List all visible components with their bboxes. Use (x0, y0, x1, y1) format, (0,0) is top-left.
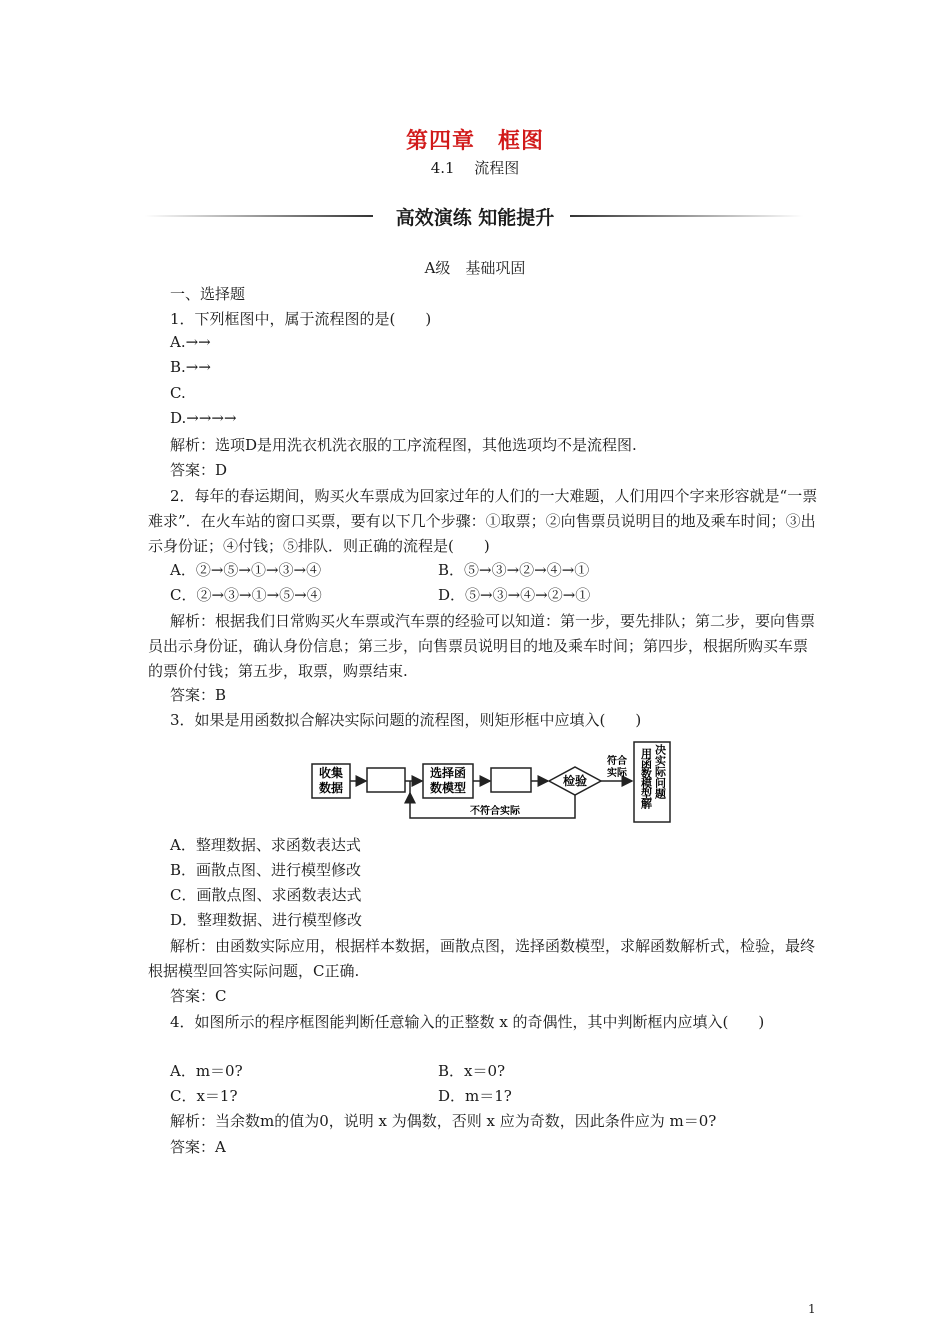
flow-box-result-col1: 用函数模型解 (639, 748, 653, 808)
q4-answer: 答案：A (170, 1138, 226, 1156)
q2-option-d: D．⑤→③→④→②→① (438, 586, 591, 604)
section-heading: 一、选择题 (170, 285, 246, 303)
q4-stem: 4．如图所示的程序框图能判断任意输入的正整数 x 的奇偶性，其中判断框内应填入( ) (170, 1013, 765, 1031)
q1-stem: 1．下列框图中，属于流程图的是( ) (170, 310, 432, 328)
flow-box-blank-1 (367, 768, 405, 792)
flow-box-collect-line2: 数据 (318, 781, 344, 795)
q2-option-b: B．⑤→③→②→④→① (438, 561, 590, 579)
q2-analysis: 解析：根据我们日常购买火车票或汽车票的经验可以知道：第一步，要先排队；第二步，要向售票员出示身份证，确认身份信息；第三步，向售票员说明目的地及乘车时间；第四步，根据所购买车票的票价付钱；第五步，取票，购票结束. (148, 612, 816, 680)
q4-option-c: C．x＝1? (170, 1087, 238, 1105)
q2-stem: 2．每年的春运期间，购买火车票成为回家过年的人们的一大难题，人们用四个字来形容就是“一票难求”．在火车站的窗口买票，要有以下几个步骤：①取票；②向售票员说明目的地及乘车时间；③出示身份证；④付钱；⑤排队．则正确的流程是( ) (148, 487, 818, 555)
q1-option-c: C. (170, 384, 186, 402)
flow-no-label: 不符合实际 (470, 806, 520, 817)
banner-title: 高效演练 知能提升 (395, 207, 555, 229)
q3-option-c: C．画散点图、求函数表达式 (170, 886, 362, 904)
q3-option-a: A．整理数据、求函数表达式 (170, 836, 361, 854)
q4-analysis: 解析：当余数m的值为0，说明 x 为偶数，否则 x 应为奇数，因此条件应为 m＝0? (170, 1112, 717, 1130)
flow-decision-label: 检验 (562, 774, 588, 788)
chapter-title: 第四章 框图 (405, 128, 544, 154)
section-title: 4.1 流程图 (430, 159, 520, 177)
q3-analysis: 解析：由函数实际应用，根据样本数据，画散点图，选择函数模型，求解函数解析式，检验，最终根据模型回答实际问题，C正确. (148, 937, 816, 980)
flow-box-result-col2: 决实际问题 (653, 744, 667, 799)
q2-option-c: C．②→③→①→⑤→④ (170, 586, 322, 604)
q2-option-a: A．②→⑤→①→③→④ (170, 561, 322, 579)
flow-yes-label-line2: 实际 (607, 768, 627, 779)
q3-option-b: B．画散点图、进行模型修改 (170, 861, 362, 879)
q4-option-b: B．x＝0? (438, 1062, 506, 1080)
q1-option-b: B.→→ (170, 358, 211, 376)
q1-option-a: A.→→ (170, 333, 211, 351)
q1-analysis: 解析：选项D是用洗衣机洗衣服的工序流程图，其他选项均不是流程图. (170, 436, 637, 454)
q4-option-d: D．m＝1? (438, 1087, 512, 1105)
q1-option-d: D.→→→→ (170, 409, 237, 427)
q1-answer: 答案：D (170, 461, 228, 479)
q4-option-a: A．m＝0? (170, 1062, 243, 1080)
q2-answer: 答案：B (170, 686, 227, 704)
level-heading: A级 基础巩固 (424, 259, 526, 277)
page-number: 1 (808, 1302, 816, 1316)
q3-answer: 答案：C (170, 987, 227, 1005)
q3-stem: 3．如果是用函数拟合解决实际问题的流程图，则矩形框中应填入( ) (170, 711, 642, 729)
q3-option-d: D．整理数据、进行模型修改 (170, 911, 363, 929)
flow-box-select-line1: 选择函 (429, 766, 467, 780)
banner-line-right (570, 215, 803, 217)
flow-box-blank-2 (491, 768, 531, 792)
q3-flowchart (300, 740, 680, 826)
flow-box-select-line2: 数模型 (429, 781, 467, 795)
flow-box-collect-line1: 收集 (318, 766, 344, 780)
flow-yes-label-line1: 符合 (607, 756, 627, 767)
